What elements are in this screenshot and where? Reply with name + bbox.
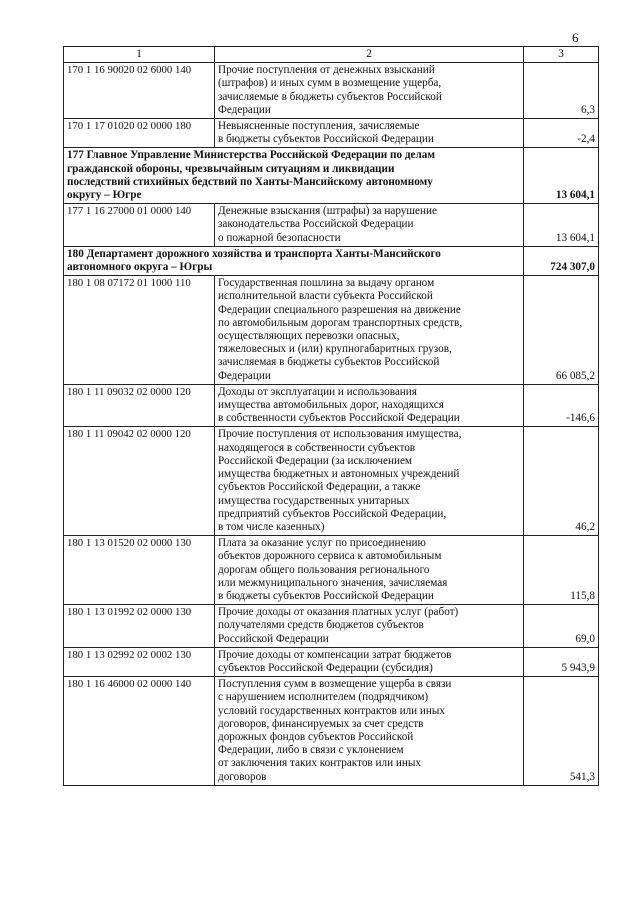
amount: -2,4: [524, 119, 599, 148]
amount: 69,0: [524, 605, 599, 648]
budget-code: 180 1 13 02992 02 0002 130: [64, 647, 215, 676]
table-row: [64, 427, 599, 536]
table-header-row: [64, 47, 599, 63]
page-number: 6: [572, 30, 579, 45]
budget-code: 177 1 16 27000 01 0000 140: [64, 204, 215, 247]
table-row: [64, 204, 599, 247]
budget-code: 170 1 16 90020 02 6000 140: [64, 63, 215, 119]
budget-code: 180 1 11 09032 02 0000 120: [64, 384, 215, 427]
column-header-2: 2: [215, 47, 524, 63]
amount: 46,2: [524, 427, 599, 536]
revenue-description: Прочие поступления от денежных взысканий (штрафов) и иных сумм в возмещение ущерба, зачисляемые в бюджеты субъектов Российской Федерации: [215, 63, 524, 119]
table-row: [64, 677, 599, 786]
table-row: [64, 647, 599, 676]
budget-code: 180 1 08 07172 01 1000 110: [64, 276, 215, 385]
table-row: [64, 384, 599, 427]
section-title: 180 Департамент дорожного хозяйства и транспорта Ханты-Мансийского автономного округа – Югры: [64, 246, 524, 275]
amount: -146,6: [524, 384, 599, 427]
table-row: [64, 63, 599, 119]
budget-code: 180 1 11 09042 02 0000 120: [64, 427, 215, 536]
column-header-3: 3: [524, 47, 599, 63]
budget-code: 170 1 17 01020 02 0000 180: [64, 119, 215, 148]
revenue-description: Государственная пошлина за выдачу органом исполнительной власти субъекта Российской Федерации специального разрешения на движение по автомобильным дорогам транспортных средств, осуществляющих перевозки опасных, тяжеловесных и (или) крупногабаритных грузов, зачисляемая в бюджеты субъектов Российской Федерации: [215, 276, 524, 385]
section-row: [64, 246, 599, 275]
amount: 5 943,9: [524, 647, 599, 676]
amount: 541,3: [524, 677, 599, 786]
revenue-description: Невыясненные поступления, зачисляемые в бюджеты субъектов Российской Федерации: [215, 119, 524, 148]
amount: 6,3: [524, 63, 599, 119]
section-row: [64, 148, 599, 204]
column-header-1: 1: [64, 47, 215, 63]
amount: 13 604,1: [524, 204, 599, 247]
revenue-description: Денежные взыскания (штрафы) за нарушение законодательства Российской Федерации о пожарной безопасности: [215, 204, 524, 247]
budget-code: 180 1 13 01992 02 0000 130: [64, 605, 215, 648]
amount: 115,8: [524, 536, 599, 605]
budget-code: 180 1 13 01520 02 0000 130: [64, 536, 215, 605]
table-row: [64, 276, 599, 385]
table-row: [64, 605, 599, 648]
revenue-description: Прочие доходы от оказания платных услуг (работ) получателями средств бюджетов субъектов Российской Федерации: [215, 605, 524, 648]
revenue-description: Доходы от эксплуатации и использования имущества автомобильных дорог, находящихся в собственности субъектов Российской Федерации: [215, 384, 524, 427]
amount: 66 085,2: [524, 276, 599, 385]
revenue-description: Плата за оказание услуг по присоединению объектов дорожного сервиса к автомобильным дорогам общего пользования регионального или межмуниципального значения, зачисляемая в бюджеты субъектов Российской Федерации: [215, 536, 524, 605]
revenue-description: Прочие поступления от использования имущества, находящегося в собственности субъектов Российской Федерации (за исключением имущества бюджетных и автономных учреждений субъектов Российской Федерации, а также имущества государственных унитарных предприятий субъектов Российской Федерации, в том числе казенных): [215, 427, 524, 536]
section-total: 13 604,1: [524, 148, 599, 204]
section-title: 177 Главное Управление Министерства Российской Федерации по делам гражданской обороны, чрезвычайным ситуациям и ликвидации последствий стихийных бедствий по Ханты-Мансийскому автономному округу – Югре: [64, 148, 524, 204]
revenue-table: [63, 46, 599, 786]
table-row: [64, 119, 599, 148]
budget-code: 180 1 16 46000 02 0000 140: [64, 677, 215, 786]
table-row: [64, 536, 599, 605]
table-body: [64, 63, 599, 786]
revenue-description: Поступления сумм в возмещение ущерба в связи с нарушением исполнителем (подрядчиком) условий государственных контрактов или иных договоров, финансируемых за счет средств дорожных фондов субъектов Российской Федерации, либо в связи с уклонением от заключения таких контрактов или иных договоров: [215, 677, 524, 786]
section-total: 724 307,0: [524, 246, 599, 275]
revenue-description: Прочие доходы от компенсации затрат бюджетов субъектов Российской Федерации (субсидия): [215, 647, 524, 676]
